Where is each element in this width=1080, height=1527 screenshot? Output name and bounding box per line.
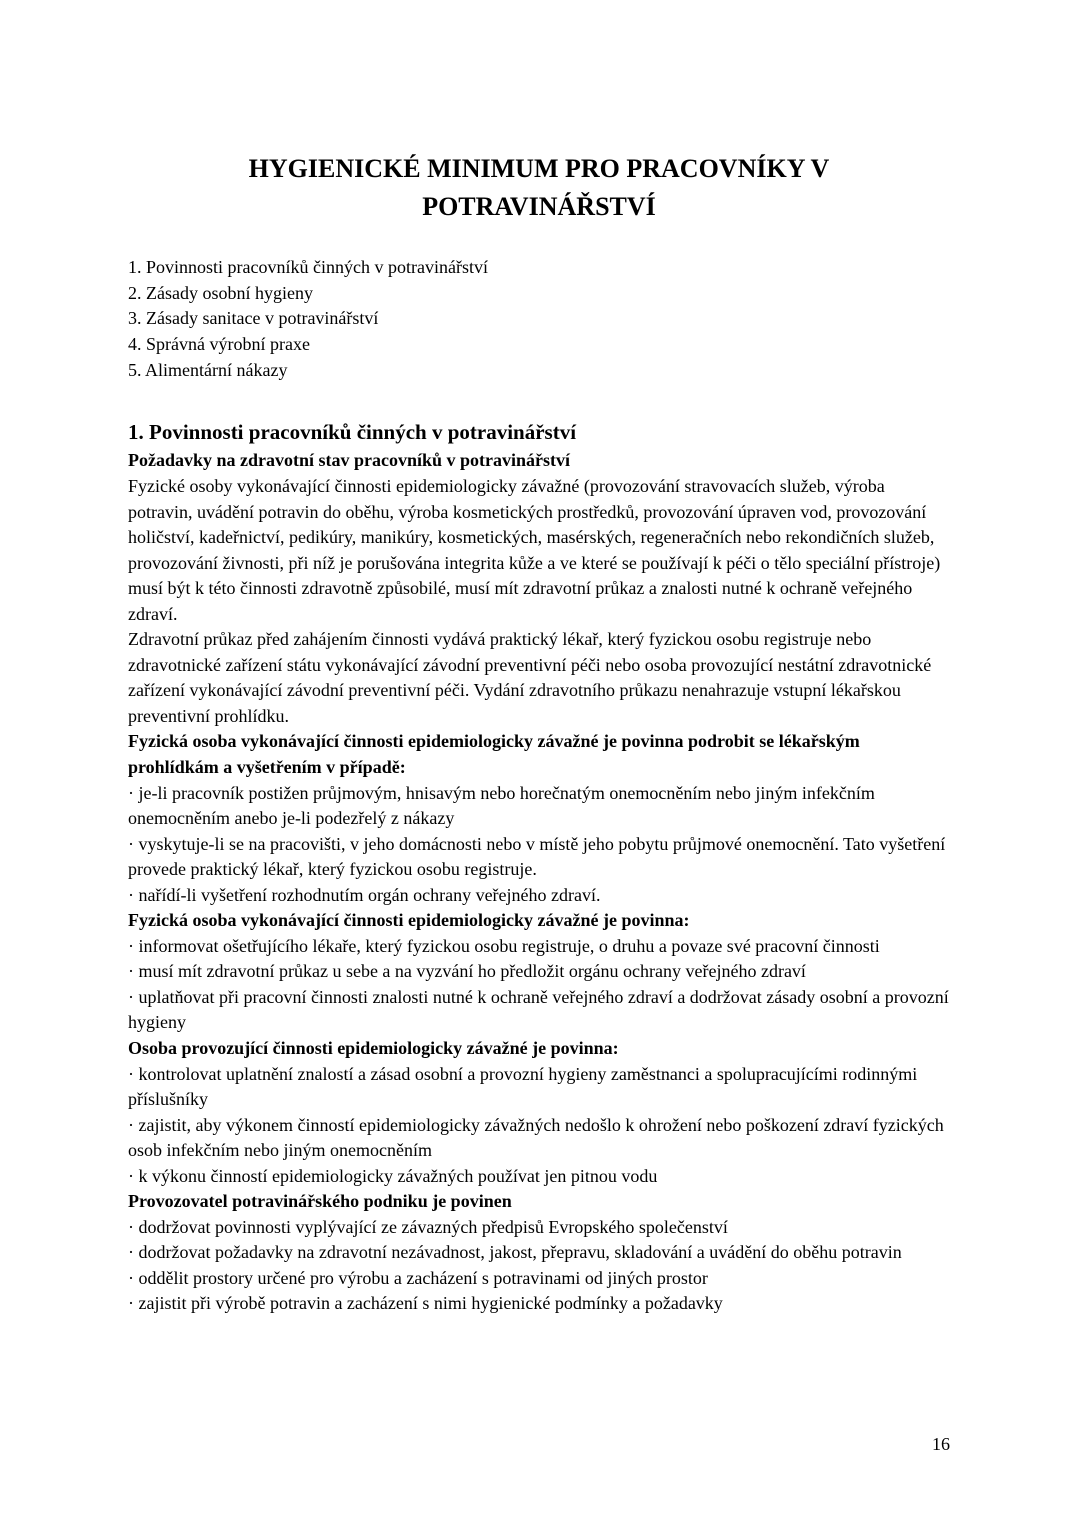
toc-item: 2. Zásady osobní hygieny <box>128 282 313 303</box>
bullet-item: · zajistit při výrobě potravin a zacházení s nimi hygienické podmínky a požadavky <box>128 1293 723 1314</box>
paragraph: Fyzické osoby vykonávající činnosti epidemiologicky závažné (provozování stravovacích služeb, výroba potravin, uvádění potravin do oběhu, výroba kosmetických prostředků, provozování úpraven vod, provozování holičství, kadeřnictví, pedikúry, manikúry, kosmetických, masérských, regeneračních nebo rekondičních služeb, provozování živnosti, při níž je porušována integrita kůže a ve které se používají k péči o tělo speciální přístroje) musí být k této činnosti zdravotně způsobilé, musí mít zdravotní průkaz a znalosti nutné k ochraně veřejného zdraví. <box>128 475 941 624</box>
bullet-item: · musí mít zdravotní průkaz u sebe a na vyzvání ho předložit orgánu ochrany veřejného zdraví <box>128 961 806 982</box>
document-title <box>128 150 950 225</box>
toc-list <box>128 255 950 383</box>
bullet-item: · oddělit prostory určené pro výrobu a zacházení s potravinami od jiných prostor <box>128 1267 708 1288</box>
section-content <box>128 448 950 1317</box>
page-number: 16 <box>932 1434 950 1454</box>
bullet-item: · k výkonu činností epidemiologicky závažných používat jen pitnou vodu <box>128 1165 658 1186</box>
subheading: Fyzická osoba vykonávající činnosti epidemiologicky závažné je povinna podrobit se lékařským prohlídkám a vyšetřením v případě: <box>128 731 860 777</box>
toc-item: 5. Alimentární nákazy <box>128 359 288 380</box>
paragraph: Zdravotní průkaz před zahájením činnosti vydává praktický lékař, který fyzickou osobu registruje nebo zdravotnické zařízení státu vykonávající závodní preventivní péči nebo osoba provozující nestátní zdravotnické zařízení vykonávající závodní preventivní péči. Vydání zdravotního průkazu nenahrazuje vstupní lékařskou preventivní prohlídku. <box>128 629 932 726</box>
bullet-item: · vyskytuje-li se na pracovišti, v jeho domácnosti nebo v místě jeho pobytu průjmové onemocnění. Tato vyšetření provede praktický lékař, který fyzickou osobu registruje. <box>128 833 946 880</box>
bullet-item: · informovat ošetřujícího lékaře, který fyzickou osobu registruje, o druhu a povaze své pracovní činnosti <box>128 935 880 956</box>
bullet-item: · zajistit, aby výkonem činností epidemiologicky závažných nedošlo k ohrožení nebo poškození zdraví fyzických osob infekčním nebo jiným onemocněním <box>128 1114 944 1161</box>
subheading: Požadavky na zdravotní stav pracovníků v potravinářství <box>128 450 571 471</box>
subheading: Osoba provozující činnosti epidemiologicky závažné je povinna: <box>128 1037 619 1058</box>
toc-item: 1. Povinnosti pracovníků činných v potravinářství <box>128 257 488 278</box>
bullet-item: · dodržovat povinnosti vyplývající ze závazných předpisů Evropského společenství <box>128 1216 728 1237</box>
title-line-1: HYGIENICKÉ MINIMUM PRO PRACOVNÍKY V <box>248 154 830 183</box>
title-line-2: POTRAVINÁŘSTVÍ <box>422 191 656 221</box>
toc-item: 3. Zásady sanitace v potravinářství <box>128 308 379 329</box>
bullet-item: · je-li pracovník postižen průjmovým, hnisavým nebo horečnatým onemocněním nebo jiným infekčním onemocněním anebo je-li podezřelý z nákazy <box>128 782 875 829</box>
bullet-item: · dodržovat požadavky na zdravotní nezávadnost, jakost, přepravu, skladování a uvádění do oběhu potravin <box>128 1242 902 1263</box>
bullet-item: · uplatňovat při pracovní činnosti znalosti nutné k ochraně veřejného zdraví a dodržovat zásady osobní a provozní hygieny <box>128 986 949 1033</box>
toc-item: 4. Správná výrobní praxe <box>128 334 310 355</box>
bullet-item: · nařídí-li vyšetření rozhodnutím orgán ochrany veřejného zdraví. <box>128 884 601 905</box>
subheading: Provozovatel potravinářského podniku je povinen <box>128 1191 512 1212</box>
bullet-item: · kontrolovat uplatnění znalostí a zásad osobní a provozní hygieny zaměstnanci a spolupracujícími rodinnými příslušníky <box>128 1063 918 1110</box>
subheading: Fyzická osoba vykonávající činnosti epidemiologicky závažné je povinna: <box>128 910 690 931</box>
section-heading: 1. Povinnosti pracovníků činných v potravinářství <box>128 420 577 445</box>
